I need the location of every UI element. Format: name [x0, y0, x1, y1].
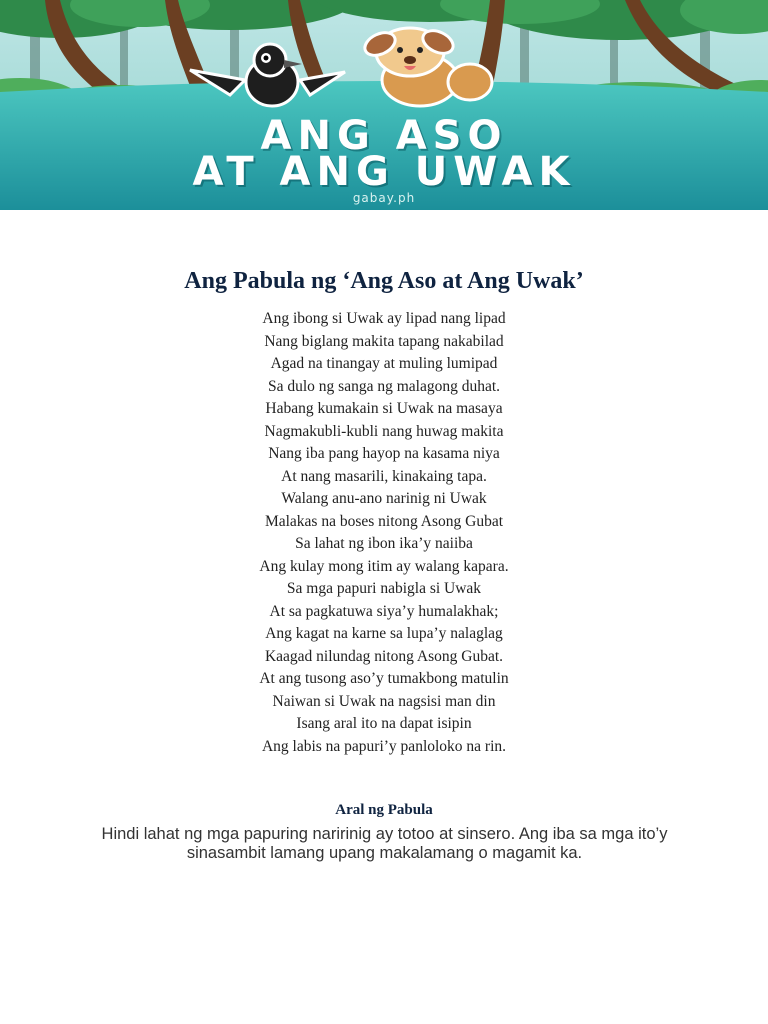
lesson-heading: Aral ng Pabula: [335, 802, 433, 818]
poem-line: Isang aral ito na dapat isipin: [296, 715, 472, 732]
poem-line: At sa pagkatuwa siya’y humalakhak;: [269, 602, 499, 620]
site-watermark: gabay.ph: [352, 191, 416, 205]
poem-line: Habang kumakain si Uwak na masaya: [265, 400, 503, 417]
page-title: Ang Pabula ng ‘Ang Aso at Ang Uwak’: [184, 268, 584, 294]
poem-line: Nagmakubli-kubli nang huwag makita: [264, 422, 504, 440]
header-banner: [0, 0, 768, 210]
lesson-text: Hindi lahat ng mga papuring naririnig ay totoo at sinsero. Ang iba sa mga ito’y sinasambit lamang upang makalamang o magamit ka.: [101, 825, 668, 862]
poem-line: Malakas na boses nitong Asong Gubat: [264, 512, 504, 530]
poem-line: Agad na tinangay at muling lumipad: [270, 355, 498, 372]
poem-line: Sa mga papuri nabigla si Uwak: [286, 580, 482, 597]
poem-line: Ang kagat na karne sa lupa’y nalaglag: [265, 625, 503, 642]
poem-line: Kaagad nilundag nitong Asong Gubat.: [264, 647, 504, 665]
poem-line: Sa lahat ng ibon ika’y naiiba: [295, 535, 473, 552]
poem-line: Nang biglang makita tapang nakabilad: [264, 332, 504, 350]
banner-title-line1: ANG ASO: [260, 113, 508, 159]
poem-line: Sa dulo ng sanga ng malagong duhat.: [267, 377, 501, 395]
banner-title-line2: AT ANG UWAK: [192, 149, 576, 195]
poem-line: Ang ibong si Uwak ay lipad nang lipad: [262, 310, 506, 327]
poem-line: Walang anu-ano narinig ni Uwak: [281, 490, 487, 507]
poem-line: Naiwan si Uwak na nagsisi man din: [272, 692, 496, 710]
poem-line: Nang iba pang hayop na kasama niya: [268, 445, 500, 462]
poem-line: At ang tusong aso’y tumakbong matulin: [259, 670, 509, 687]
poem-line: Ang labis na papuri’y panloloko na rin.: [261, 737, 507, 755]
poem-line: At nang masarili, kinakaing tapa.: [281, 467, 487, 485]
poem-line: Ang kulay mong itim ay walang kapara.: [259, 557, 509, 575]
